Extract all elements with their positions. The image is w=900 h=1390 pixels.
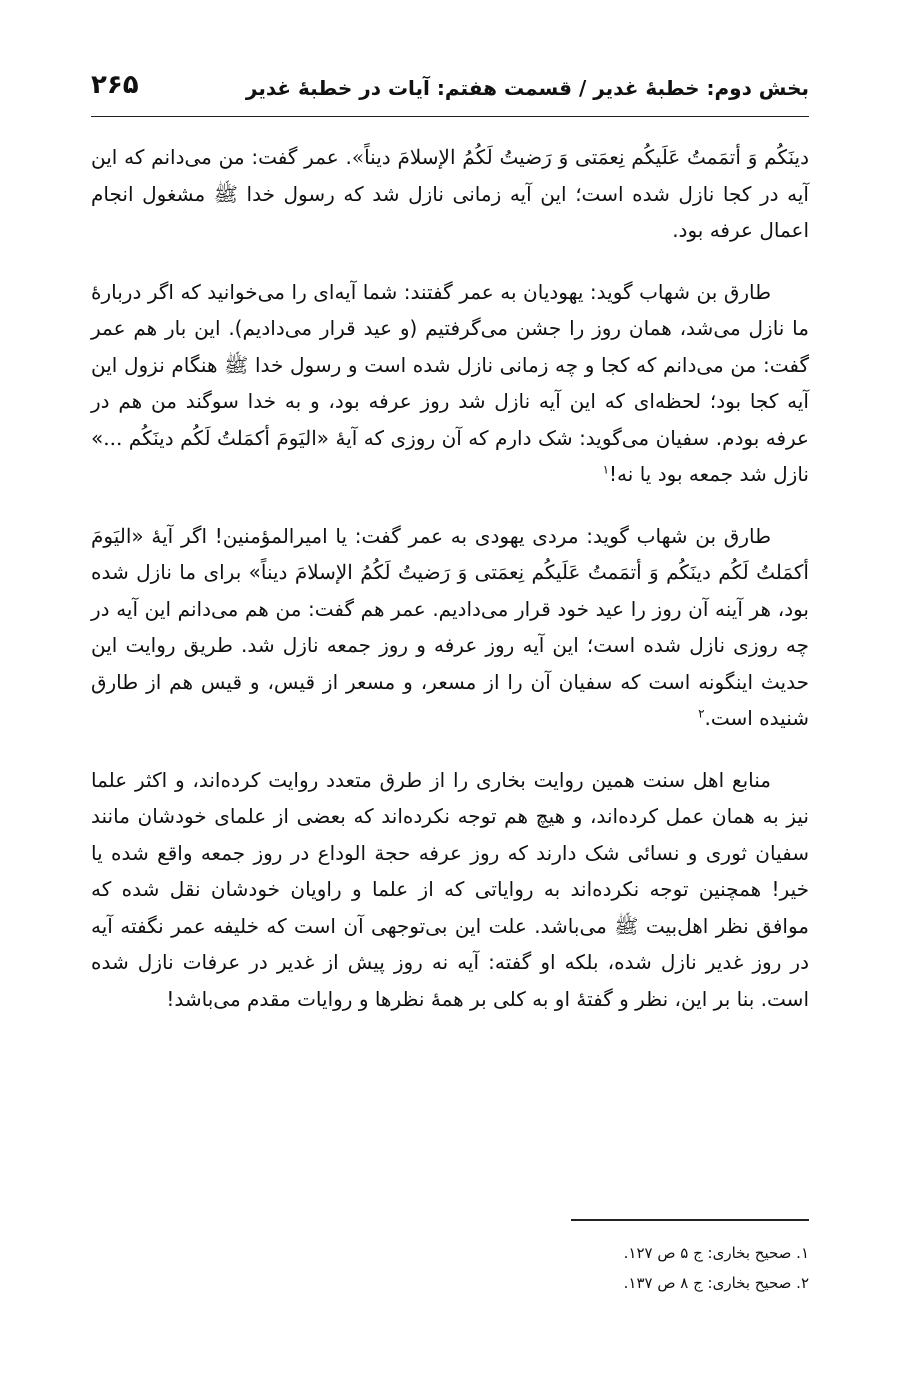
main-text [91, 139, 809, 1042]
quran-quote: دینَکُم وَ أتمَمتُ عَلَیکُم نِعمَتی وَ رَضیتُ لَکُمُ الإسلامَ دیناً» [351, 145, 809, 169]
footnote-ref-1[interactable]: ۱ [602, 462, 610, 477]
paragraph-text: » برای ما نازل شده بود، هر آینه آن روز را عید خود قرار می‌دادیم. عمر هم گفت: من هم می‌دانم این آیه در چه روزی نازل شده است؛ این آیه روز عرفه و روز جمعه نازل شد. طریق روایت این حدیث اینگونه است که سفیان آن را از مسعر، و مسعر از قیس، و قیس هم از طارق شنیده است. [91, 560, 809, 730]
footnotes [91, 1238, 809, 1298]
paragraph-text: طارق بن شهاب گوید: یهودیان به عمر گفتند: شما آیه‌ای را می‌خوانید که اگر دربارهٔ ما نازل می‌شد، همان روز را جشن می‌گرفتیم (و عید قرار می‌دادیم). این بار هم عمر گفت: من می‌دانم که کجا و چه زمانی نازل شده است و رسول خدا ﷺ هنگام نزول این آیه کجا بود؛ لحظه‌ای که این آیه نازل شد روز عرفه بود، و به خدا سوگند من هم در عرفه بودم. سفیان می‌گوید: شک دارم که آن روزی که آیهٔ « [91, 279, 809, 450]
paragraph-text: » نازل شد جمعه بود یا نه! [91, 425, 809, 486]
paragraph-2 [91, 274, 809, 493]
book-page [91, 0, 809, 1390]
paragraph-text: طارق بن شهاب گوید: مردی یهودی به عمر گفت: یا امیرالمؤمنین! اگر آیهٔ « [131, 523, 771, 548]
footnote-divider [571, 1219, 809, 1221]
quran-quote: الیَومَ أکمَلتُ لَکُم دینَکُم وَ أتمَمتُ عَلَیکُم نِعمَتی وَ رَضیتُ لَکُمُ الإسلامَ دیناً [91, 523, 809, 584]
footnote-2: ۲. صحیح بخاری: ج ۸ ص ۱۳۷. [623, 1274, 809, 1292]
quran-quote: الیَومَ أکمَلتُ لَکُم دینَکُم ... [103, 425, 317, 450]
paragraph-3 [91, 518, 809, 737]
page-header [91, 68, 809, 108]
footnote-1: ۱. صحیح بخاری: ج ۵ ص ۱۲۷. [623, 1244, 809, 1262]
paragraph-4: منابع اهل سنت همین روایت بخاری را از طرق متعدد روایت کرده‌اند، و اکثر علما نیز به همان عمل کرده‌اند، و هیچ هم توجه نکرده‌اند که بعضی از علمای خودشان مانند سفیان ثوری و نسائی شک دارند که روز عرفه حجة الوداع در روز جمعه واقع شده یا خیر! همچنین توجه نکرده‌اند به روایاتی که از علما و راویان خودشان نقل شده که موافق نظر اهل‌بیت ﷺ می‌باشد. علت این بی‌توجهی آن است که خلیفه عمر نگفته آیه در روز غدیر نازل شده، بلکه او گفته: آیه نه روز پیش از غدیر در عرفات نازل شده است. بنا بر این، نظر و گفتهٔ او به کلی بر همهٔ نظرها و روایات مقدم می‌باشد! [91, 767, 809, 1011]
page-number: ۲۶۵ [91, 70, 139, 100]
header-divider [91, 116, 809, 117]
running-title: بخش دوم: خطبهٔ غدیر / قسمت هفتم: آیات در خطبهٔ غدیر [245, 76, 809, 100]
paragraph-text: . عمر گفت: من می‌دانم که این آیه در کجا نازل شده است؛ این آیه زمانی نازل شد که رسول خدا ﷺ مشغول انجام اعمال عرفه بود. [91, 145, 809, 242]
footnote-ref-2[interactable]: ۲ [698, 706, 705, 721]
paragraph-1 [91, 139, 809, 249]
